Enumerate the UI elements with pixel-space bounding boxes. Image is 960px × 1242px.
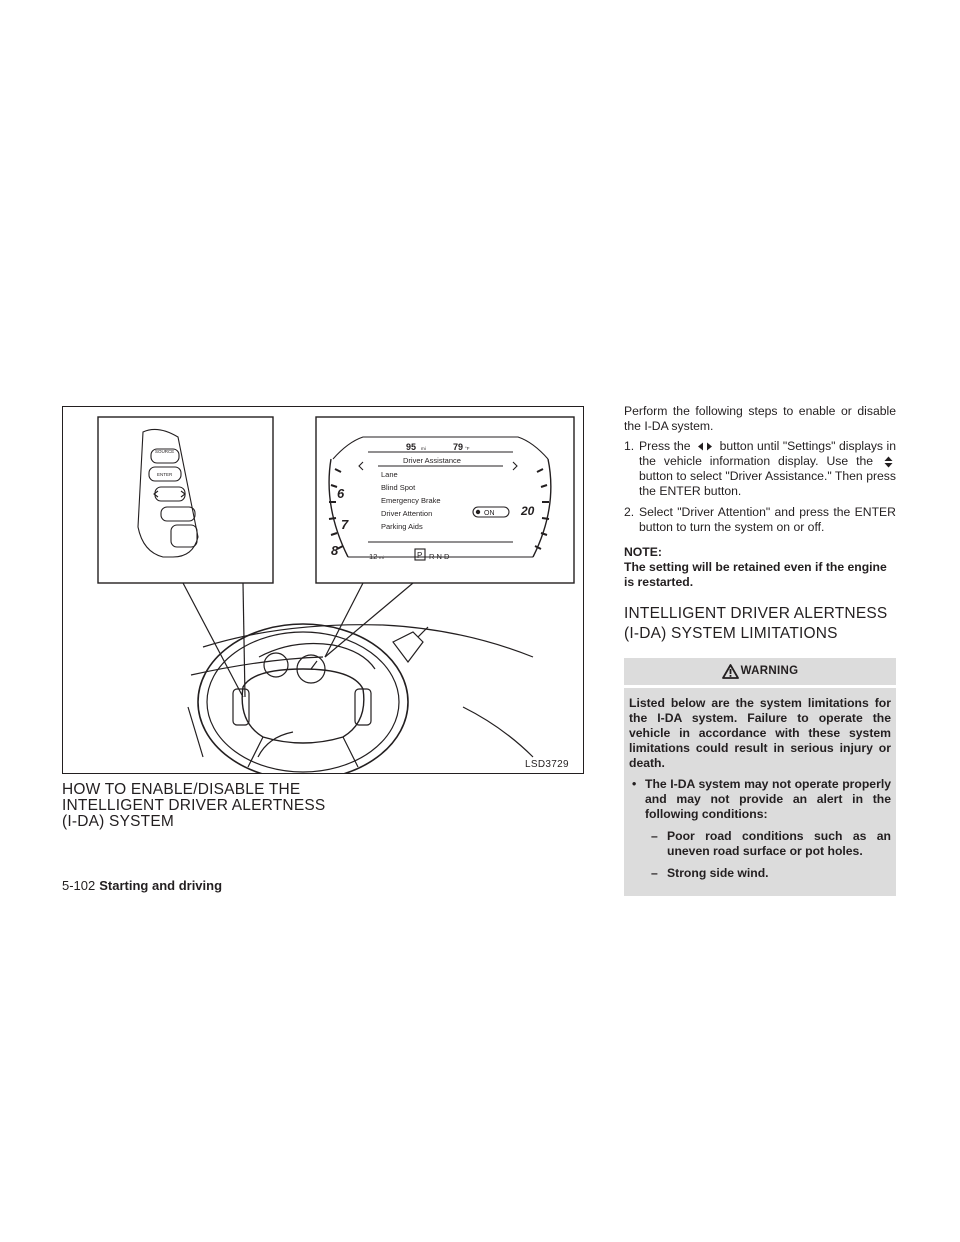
step-1-text-c: button to select "Driver Assistance." Then press the ENTER button. <box>639 469 896 498</box>
note-text: The setting will be retained even if the engine is restarted. <box>624 560 887 589</box>
warning-sub-item <box>629 829 891 859</box>
gauge-label-7: 7 <box>341 517 349 532</box>
bullet-text: The I-DA system may not operate properly and may not provide an alert in the following conditions: <box>645 777 891 821</box>
step-2-text: Select "Driver Attention" and press the ENTER button to turn the system on or off. <box>639 505 896 534</box>
range-value: 95 <box>406 442 417 452</box>
note-label: NOTE: <box>624 545 662 559</box>
sub-item-text: Strong side wind. <box>667 866 769 880</box>
heading-line: INTELLIGENT DRIVER ALERTNESS <box>62 797 326 814</box>
figure-code: LSD3729 <box>525 759 569 770</box>
gear-list: R N D <box>429 552 450 561</box>
info-display-inset <box>316 417 574 583</box>
menu-title: Driver Assistance <box>403 456 461 465</box>
step-2 <box>624 505 896 535</box>
menu-item-blind-spot: Blind Spot <box>381 483 416 492</box>
source-switch-label: SOURCE <box>155 449 175 454</box>
page-number: 5-102 <box>62 878 96 893</box>
gauge-label-8: 8 <box>331 543 339 558</box>
intro-paragraph: Perform the following steps to enable or disable the I-DA system. <box>624 404 896 433</box>
left-right-arrow-icon <box>697 442 713 451</box>
section-heading-enable-disable <box>62 782 582 830</box>
menu-item-emergency-brake: Emergency Brake <box>381 496 441 505</box>
heading-line: HOW TO ENABLE/DISABLE THE <box>62 781 301 798</box>
warning-sub-item <box>629 866 891 881</box>
steering-display-illustration <box>63 407 583 773</box>
menu-item-driver-attention: Driver Attention <box>381 509 433 518</box>
step-1-text-b: button until "Settings" displays in the vehicle information display. Use the <box>639 439 897 468</box>
illustration-figure <box>62 406 584 774</box>
warning-text: Listed below are the system limitations for the I-DA system. Failure to operate the vehicle in accordance with these system limitations could result in serious injury or death. <box>629 696 891 770</box>
page-footer <box>62 878 222 893</box>
range-unit: mi <box>421 446 426 451</box>
warning-bullet <box>629 777 891 822</box>
steering-switch-inset <box>98 417 273 583</box>
trip-value: 12 <box>369 552 378 561</box>
step-1-text-a: Press the <box>639 439 691 453</box>
gear-selected: P <box>417 551 423 560</box>
step-number: 1. <box>624 439 635 453</box>
warning-box <box>624 658 896 896</box>
bullet-mark: • <box>632 777 637 791</box>
chapter-title: Starting and driving <box>99 878 223 893</box>
heading-line: INTELLIGENT DRIVER ALERTNESS <box>624 605 888 622</box>
on-indicator: ON <box>484 510 495 517</box>
dash-mark: – <box>651 866 658 880</box>
menu-item-lane: Lane <box>381 470 398 479</box>
warning-triangle-icon <box>722 664 739 679</box>
heading-line: (I-DA) SYSTEM <box>62 813 174 830</box>
heading-line: (I-DA) SYSTEM LIMITATIONS <box>624 625 838 642</box>
warning-header <box>624 658 896 688</box>
temp-value: 79 <box>453 442 464 452</box>
enter-switch-label: ENTER <box>157 472 173 477</box>
gauge-label-6: 6 <box>337 486 345 501</box>
gauge-label-20: 20 <box>521 504 535 518</box>
menu-item-parking-aids: Parking Aids <box>381 522 423 531</box>
temp-unit: °F <box>465 446 470 451</box>
section-heading-limitations <box>624 604 896 644</box>
trip-unit: mi <box>379 555 384 560</box>
dash-mark: – <box>651 829 658 843</box>
step-number: 2. <box>624 505 635 519</box>
step-1 <box>624 439 896 499</box>
sub-item-text: Poor road conditions such as an uneven road surface or pot holes. <box>667 829 891 858</box>
up-down-arrow-icon <box>884 456 893 468</box>
warning-label: WARNING <box>740 665 799 677</box>
right-column <box>624 404 896 896</box>
